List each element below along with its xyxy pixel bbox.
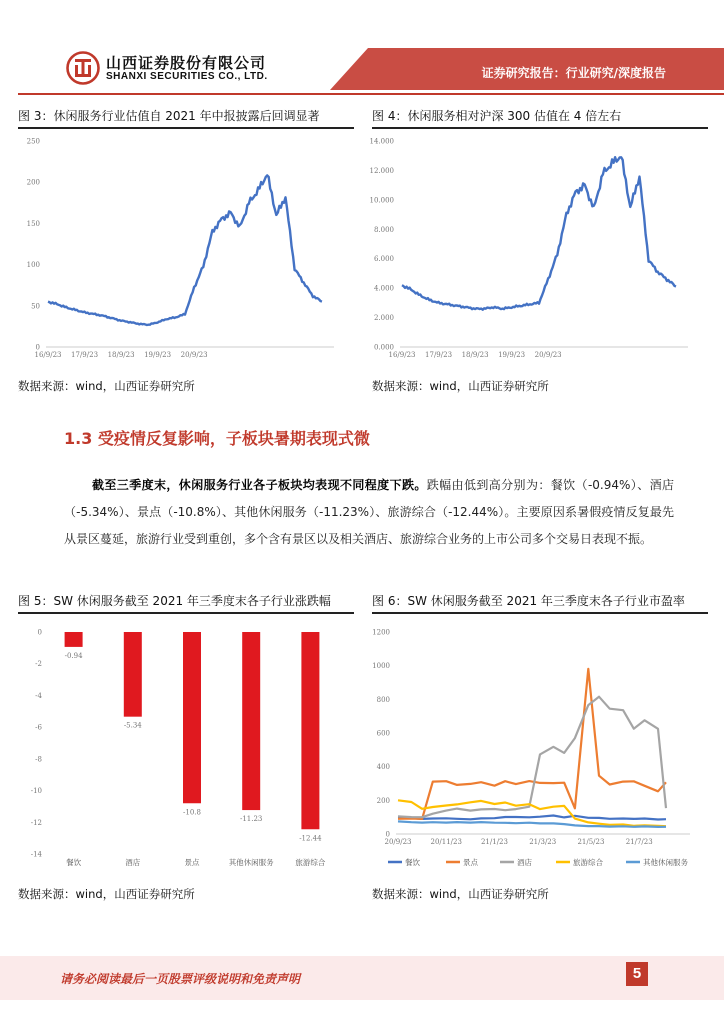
fig3-x-tick: 18/9/23: [107, 351, 135, 359]
fig5-bar: [65, 632, 83, 647]
fig6-y-tick: 1200: [372, 628, 390, 637]
fig5-category-label: 旅游综合: [295, 858, 326, 867]
fig5-y-tick: 0: [37, 628, 42, 637]
fig4-series-line: [402, 157, 676, 310]
fig5-bar: [183, 632, 201, 803]
fig4-y-tick: 8.000: [373, 225, 394, 234]
page-number: 5: [626, 962, 648, 986]
fig4-x-tick: 16/9/23: [388, 351, 416, 359]
fig6-legend-label: 景点: [463, 858, 478, 867]
paragraph-body: 跌幅由低到高分别为：餐饮（-0.94%）、酒店（-5.34%）、景点（-10.8%）、其他休闲服务（-11.23%）、旅游综合（-12.44%）。主要原因系暑假疫情反复最先从景区蔓延，旅游行业受到重创，多个含有景区以及相关酒店、旅游综合业务的上市公司多个交易日表现不振。: [64, 478, 674, 546]
fig4-x-tick: 19/9/23: [498, 351, 526, 359]
fig6-x-tick: 21/3/23: [529, 838, 557, 846]
fig3-y-tick: 200: [26, 178, 40, 187]
fig3-y-tick: 250: [26, 137, 40, 146]
fig6-x-tick: 20/9/23: [384, 838, 412, 846]
fig6-source: 数据来源：wind，山西证券研究所: [372, 887, 549, 901]
fig6-line-chart: [368, 618, 708, 874]
fig5-y-tick: -12: [30, 818, 42, 827]
fig4-caption-rule: [372, 127, 708, 129]
fig6-y-tick: 800: [376, 695, 390, 704]
fig5-y-tick: -6: [35, 723, 42, 732]
brand-name-cn: 山西证券股份有限公司: [106, 54, 267, 72]
fig6-series-line: [398, 697, 666, 818]
fig6-legend-label: 旅游综合: [573, 858, 603, 867]
fig4-source: 数据来源：wind，山西证券研究所: [372, 379, 549, 393]
fig4-x-tick: 20/9/23: [534, 351, 562, 359]
fig3-y-tick: 50: [31, 302, 40, 311]
fig6-y-tick: 1000: [372, 662, 390, 671]
section-paragraph: [64, 472, 674, 553]
fig5-bar: [301, 632, 319, 829]
header-divider: [18, 93, 724, 95]
fig4-y-tick: 14.000: [369, 137, 394, 146]
fig4-y-tick: 10.000: [369, 196, 394, 205]
fig3-source: 数据来源：wind，山西证券研究所: [18, 379, 195, 393]
fig5-y-tick: -8: [35, 755, 42, 764]
fig5-caption-rule: [18, 612, 354, 614]
fig3-caption-rule: [18, 127, 354, 129]
fig4-x-tick: 17/9/23: [425, 351, 453, 359]
fig4-y-tick: 6.000: [373, 255, 394, 264]
fig3-y-tick: 0: [35, 343, 40, 352]
fig4-y-tick: 2.000: [373, 314, 394, 323]
fig5-bar-label: -12.44: [299, 834, 322, 843]
fig5-bar-label: -10.8: [183, 808, 201, 817]
brand-name-en: SHANXI SECURITIES CO., LTD.: [106, 71, 268, 82]
fig5-bar-chart: [18, 618, 354, 874]
fig4-y-tick: 12.000: [369, 166, 394, 175]
report-type-label: 证券研究报告：行业研究/深度报告: [481, 66, 666, 80]
fig6-y-tick: 0: [385, 830, 390, 839]
fig5-y-tick: -14: [30, 850, 42, 859]
paragraph-lead: 截至三季度末，休闲服务行业各子板块均表现不同程度下跌。: [92, 478, 427, 492]
fig3-x-tick: 16/9/23: [34, 351, 62, 359]
fig3-x-tick: 20/9/23: [180, 351, 208, 359]
fig5-bar-label: -11.23: [239, 815, 263, 824]
fig3-y-tick: 100: [26, 261, 40, 270]
fig3-x-tick: 19/9/23: [144, 351, 172, 359]
fig5-category-label: 餐饮: [66, 858, 82, 867]
shanxi-securities-logo-icon: [66, 51, 100, 85]
fig4-y-tick: 4.000: [373, 284, 394, 293]
page-header: [0, 0, 724, 96]
fig3-y-tick: 150: [26, 219, 40, 228]
fig6-x-tick: 21/1/23: [480, 838, 508, 846]
fig6-series-line: [398, 816, 666, 820]
fig5-y-tick: -2: [35, 660, 42, 669]
fig6-y-tick: 400: [376, 763, 390, 772]
fig6-y-tick: 200: [376, 796, 390, 805]
fig6-caption: 图 6：SW 休闲服务截至 2021 年三季度末各子行业市盈率: [372, 594, 685, 608]
fig3-x-tick: 17/9/23: [71, 351, 99, 359]
fig5-category-label: 其他休闲服务: [228, 858, 274, 867]
fig6-legend-label: 餐饮: [405, 858, 420, 867]
disclaimer-notice: 请务必阅读最后一页股票评级说明和免责声明: [60, 972, 301, 986]
fig5-bar: [242, 632, 260, 810]
fig4-x-tick: 18/9/23: [461, 351, 489, 359]
fig6-x-tick: 21/7/23: [625, 838, 653, 846]
fig5-category-label: 酒店: [125, 858, 141, 867]
fig3-line-chart: [18, 133, 354, 367]
fig5-bar-label: -0.94: [64, 651, 83, 660]
fig4-y-tick: 0.000: [373, 343, 394, 352]
fig5-y-tick: -10: [30, 787, 42, 796]
fig6-x-tick: 21/5/23: [577, 838, 605, 846]
fig6-caption-rule: [372, 612, 708, 614]
fig5-category-label: 景点: [184, 858, 200, 867]
fig6-legend-label: 其他休闲服务: [643, 858, 688, 867]
fig3-series-line: [48, 175, 322, 325]
fig6-x-tick: 20/11/23: [430, 838, 462, 846]
fig5-bar-label: -5.34: [123, 721, 142, 730]
fig4-caption: 图 4：休闲服务相对沪深 300 估值在 4 倍左右: [372, 109, 622, 123]
fig3-caption: 图 3：休闲服务行业估值自 2021 年中报披露后回调显著: [18, 109, 320, 123]
fig6-legend-label: 酒店: [517, 858, 532, 867]
fig4-line-chart: [369, 133, 708, 367]
fig6-y-tick: 600: [376, 729, 390, 738]
fig5-y-tick: -4: [35, 691, 42, 700]
fig5-caption: 图 5：SW 休闲服务截至 2021 年三季度末各子行业涨跌幅: [18, 594, 331, 608]
fig5-source: 数据来源：wind，山西证券研究所: [18, 887, 195, 901]
fig5-bar: [124, 632, 142, 717]
section-title: 1.3 受疫情反复影响，子板块暑期表现式微: [64, 429, 370, 448]
